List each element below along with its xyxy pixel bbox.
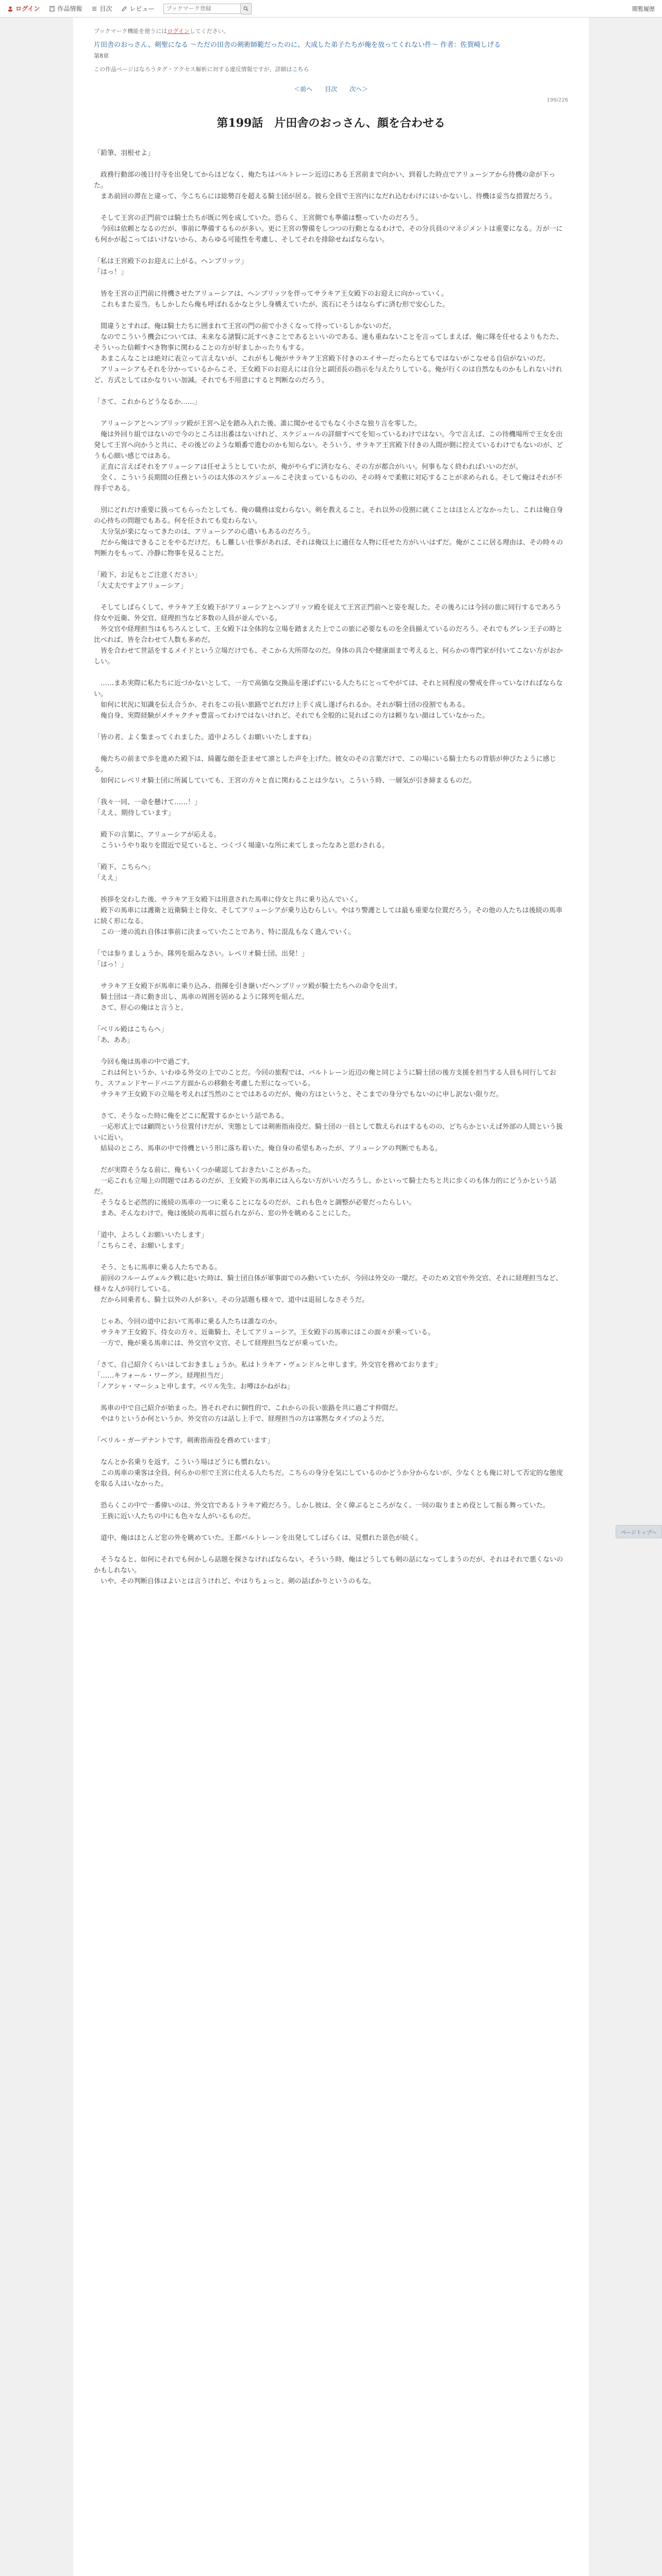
paragraph-gap	[94, 667, 568, 678]
notice-text: ブックマーク機能を使うには	[94, 28, 168, 35]
dialogue-line: 「鉛筆、羽根せよ」	[94, 149, 155, 157]
bookmark-notice	[94, 27, 568, 35]
paragraph: 皆を合わせて世話をするメイドという立場だけでも、そこから大所帯なのだ。身体の具合や健康面まで考えると、何らかの専門家が付いてこない方がおかしい。	[94, 647, 563, 666]
paragraph-gap	[94, 159, 568, 170]
toc-label: 目次	[100, 5, 112, 12]
paragraph-gap	[94, 721, 568, 732]
paragraph-gap	[94, 819, 568, 829]
paragraph: やはりというか何というか、外交官の方は話し上手で、経理担当の方は寡黙なタイプのようだ。	[101, 1415, 389, 1423]
dialogue-line: 「……キフォール・ワーグン。経理担当だ」	[94, 1371, 227, 1380]
dialogue-line: 「我々一同、一命を懸けて……！」	[94, 798, 202, 806]
bookmark-search-input[interactable]	[163, 4, 241, 14]
paragraph: 俺は外回り組ではないので今のところは出番はないけれど、スケジュールの詳細すべてを知っているわけではない。今で言えば、この待機場所で王女を出発して王宮へ向かうと共に、その後どのような順番で進むのかも知らない。そういう、サラキア王宮殿下付きの人間が側に控えているわけでもないのが、どうも心細い感じではある。	[94, 430, 564, 460]
paragraph: 外交官や経理担当はもちろんとして、王女殿下は全体的な立場を踏まえた上でこの旅に必要なものを全員揃えているのだろう。それでもグレン王子の時と比べれば、皆を合わせて人数も多めだ。	[94, 625, 563, 644]
paragraph: なのでこういう機会については、未来なる諸賢に託すべきことであるといいのである。速も重ねないことを言ってしまえば、俺に隊を任せるよりもたた、そういった信頼すべき物事に関わることの方が好ましかったりもする。	[94, 333, 563, 352]
review-label: レビュー	[129, 5, 155, 12]
paragraph-gap	[94, 278, 568, 289]
paragraph: アリューシアもそれを分かっているからこそ、王女殿下のお迎えには自分と副団長の指示を与えたりしている。俺が行くのは自然なものかもしれないけれど、方式としてはかなりいい加減。それでも不用意にすると判断なのだろう。	[94, 365, 562, 384]
paragraph-gap	[94, 1349, 568, 1360]
paragraph: あまこんなことは絶対に表立って言えないが、これがもし俺がサラキア王宮殿下付きのエイサーだったらとてもではないがこなせる自信がないのだ。	[101, 354, 550, 363]
dialogue-line: 「道中、よろしくお願いいたします」	[94, 1231, 208, 1239]
dialogue-line: 「大丈夫ですよアリューシア」	[94, 582, 187, 590]
paragraph: 結局のところ、馬車の中で待機という形に落ち着いた。俺自身の希望もあったが、アリューシアの判断でもある。	[101, 1144, 442, 1153]
paragraph: そしてしばらくして、サラキア王女殿下がアリューシアとヘンブリッツ殿を従えて王宮正門前へと姿を現した。その後ろには今回の旅に同行するであろう侍女や近衛、外交官、経理担当など多数の人員が並んでいる。	[94, 603, 562, 622]
top-navigation-bar	[0, 0, 662, 18]
paragraph: これは何というか、いわゆる外交の上でのことだ。今回の旅程では、バルトレーン近辺の俺と同じように騎士団の後方支援を担当する人員も同行しており、スフェンドヤードバニア方面からの移動を考慮した形になっている。	[94, 1069, 556, 1088]
paragraph-gap	[94, 938, 568, 948]
dialogue-line: 「はっ！」	[94, 960, 128, 969]
review-link[interactable]	[121, 4, 154, 13]
paragraph-gap	[94, 786, 568, 797]
paragraph-gap	[94, 1306, 568, 1316]
paragraph: だが実際そうなる前に、俺もいくつか確認しておきたいことがあった。	[101, 1166, 315, 1174]
paragraph: 如何にレベリオ騎士団に所属していても、王宮の方々と直に関わることは少ない。こういう時、一層気が引き締まるものだ。	[101, 776, 476, 785]
dialogue-line: 「ベリル・ガーデナントです。剣術指南役を務めています」	[94, 1436, 274, 1445]
page-top-label: ページトップへ	[621, 1530, 657, 1536]
paragraph: 王族に近い人たちの中にも色々な人がいるものだ。	[101, 1512, 255, 1520]
paragraph-gap	[94, 310, 568, 321]
paragraph: サラキア王女殿下の立場を考えれば当然のことではあるのだが、俺の方はというと、そこまでの身分でもないのに申し訳ない限りだ。	[101, 1090, 503, 1098]
paragraph-gap	[94, 559, 568, 570]
prev-link[interactable]: ＜前へ	[294, 85, 313, 93]
dialogue-line: 「こちらこそ、お願いします」	[94, 1242, 188, 1250]
description-text: この作品ページはなろうタグ・アクセス解析に対する違反情報ですが、詳細は	[94, 65, 292, 73]
paragraph-gap	[94, 386, 568, 397]
paragraph: 一応これも立場上の問題ではあるのだが、王女殿下の馬車には入らない方がいいだろうし、かといって騎士たちと共に歩くのも体力的にどうかという話だ。	[94, 1177, 557, 1196]
dialogue-line: 「ノアシャ・マーシュと申します。ベリル先生、お噂はかねがね」	[94, 1382, 294, 1391]
paragraph: この馬車の乗客は全員、何らかの形で王宮に仕える人たちだ。こちらの身分を気にしているのかどうか分からないが、少なくとも俺に対して否定的な態度を取る人はいなかった。	[94, 1469, 564, 1488]
paragraph: サラキア王女殿下、侍女の方々、近衛騎士、そしてアリューシア。王女殿下の馬車にはこの面々が乗っている。	[101, 1328, 435, 1336]
paragraph: 間違うとすれば、俺は騎士たちに囲まれて王宮の門の前で小さくなって待っているしかないのだ。	[101, 322, 396, 330]
paragraph: そうなると、如何にそれでも何かしら話題を探さなければならない。そういう時、俺はどうしても剣の話になってしまうのだが、それはそれで悪くないのかもしれない。	[94, 1555, 564, 1574]
paragraph: 挨拶を交わした後、サラキア王女殿下は用意された馬車に侍女と共に乗り込んでいく。	[101, 895, 362, 904]
dialogue-line: 「殿下、こちらへ」	[94, 863, 155, 871]
dialogue-line: 「皆の者、よく集まってくれました。道中よろしくお願いいたしますね」	[94, 733, 316, 741]
paragraph-gap	[94, 408, 568, 418]
chapter-navigation	[94, 84, 568, 93]
book-icon	[49, 6, 55, 12]
dialogue-line: 「さて、これからどうなるか……」	[94, 398, 201, 406]
paragraph: さて、肝心の俺はと言うと。	[101, 1004, 188, 1012]
description	[94, 65, 568, 73]
paragraph-gap	[94, 1392, 568, 1403]
paragraph-gap	[94, 494, 568, 505]
paragraph: だから俺はできることをやるだけだ。もし難しい仕事があれば、それは俺以上に適任な人物に任せた方がいいはずだ。俺がここに居る理由は、その時々の判断力をもって、冷静に物事を見ることだ。	[94, 538, 564, 557]
page-top-button[interactable]	[616, 1525, 662, 1538]
paragraph: 別にどれだけ重要に扱ってもらったとしても、俺の職務は変わらない。剣を教えること。それ以外の役割に就くことはほとんどなかったし、これは俺自身の心持ちの問題でもある。何を任されても変わらない。	[94, 506, 564, 525]
dialogue-line: 「では参りましょうか。隊列を組みなさい。レベリオ騎士団、出発！」	[94, 950, 308, 958]
chapter-title: 第199話 片田舎のおっさん、顔を合わせる	[217, 116, 445, 130]
paragraph-gap	[94, 245, 568, 256]
paragraph-gap	[94, 1154, 568, 1165]
search-button[interactable]	[241, 3, 252, 14]
paragraph: こういうやり取りを間近で見ていると、つくづく場違いな所に来てしまったなあと思わされる。	[101, 841, 389, 850]
paragraph: 皆を王宮の正門前に待機させたアリューシアは、ヘンブリッツを伴ってサラキア王女殿下のお迎えに向かっていく。	[101, 290, 448, 298]
paragraph-gap	[94, 1251, 568, 1262]
paragraph: サラキア王女殿下が馬車に乗り込み、指揮を引き継いだヘンブリッツ殿が騎士たちへの命令を出す。	[101, 982, 402, 990]
paragraph-gap	[94, 743, 568, 754]
paragraph: 全く、こういう長期間の任務というのは大体のスケジュールこそ決まっているものの、その時々で柔軟に対応することが求められる。そして俺はそれが不得手である。	[94, 473, 562, 493]
novel-page	[73, 18, 589, 2576]
paragraph: いや、その判断自体はよいとは言うけれど、やはりちょっと、剣の話ばかりというのもな。	[101, 1577, 375, 1585]
paragraph: 政務行動部の後日付寺を出発してからほどなく、俺たちはバルトレーン近辺にある王宮前まで向かい、到着した時点でアリューシアから待機の命が下った。	[94, 171, 556, 190]
paragraph: 道中、俺はほとんど窓の外を眺めていた。王都バルトレーンを出発してしばらくは、見慣れた景色が続く。	[101, 1534, 422, 1542]
paragraph-gap	[94, 1489, 568, 1500]
paragraph-gap	[94, 851, 568, 862]
paragraph: 殿下の馬車には護衛と近衛騎士と侍女、そしてアリューシアが乗り込むらしい。やはり警護としては最も重要な位置だろう。その他の人たちは後続の馬車に続く形になる。	[94, 906, 562, 925]
paragraph-gap	[94, 1100, 568, 1111]
dialogue-line: 「はっ！」	[94, 268, 128, 276]
login-icon	[7, 6, 13, 12]
pen-icon	[121, 6, 127, 12]
paragraph: この一連の流れ自体は事前に決まっていたことであり、特に混乱もなく進んでいく。	[101, 928, 355, 936]
paragraph: 一応形式上では顧問という位置付けだが、実態としては剣術指南役だ。騎士団の一員として数えられはするものの、どちらかといえば外部の人間という扱いに近い。	[94, 1123, 563, 1142]
paragraph: さて、そうなった時に俺をどこに配置するかという話である。	[101, 1112, 288, 1120]
paragraph: そして王宮の正門前では騎士たちが既に列を成していた。恐らく、王宮側でも準備は整っていたのだろう。	[101, 214, 422, 222]
notice-suffix: してください。	[189, 28, 229, 35]
paragraph-gap	[94, 1544, 568, 1554]
search-icon	[243, 6, 249, 11]
paragraph: 正直に言えばそれをアリューシアは任せようとしていたが、俺がやらずに済むなら、その方が都合がいい。何事もなく終わればいいのだが。	[101, 463, 522, 471]
paragraph-gap	[94, 1522, 568, 1533]
toc-link[interactable]	[91, 4, 112, 13]
chapter-body	[94, 148, 568, 1587]
paragraph: 一方で、俺が乗る馬車には、外交官や文官、そして経理担当などが乗っていた。	[101, 1339, 342, 1347]
paragraph-gap	[94, 202, 568, 213]
paragraph: 前回のフルームヴェルク戦に赴いた時は、騎士団自体が軍事面でのみ動いていたが、今回は外交の一環だ。そのため文官や外交官、それに経理担当など、様々な人が同行している。	[94, 1274, 562, 1293]
paragraph-gap	[94, 1013, 568, 1024]
dialogue-line: 「ええ」	[94, 874, 121, 882]
paragraph: じゃあ、今回の道中において馬車に乗る人たちは誰なのか。	[101, 1317, 282, 1326]
paragraph: ……まあ実際に私たちに近づかないとして、一方で高価な交換品を運ばずにいる人たちにとってやがては、それと同程度の警戒を伴っていなければならない。	[94, 679, 563, 698]
paragraph: 騎士団は一斉に動き出し、馬車の周囲を固めるように隊列を組んだ。	[101, 993, 309, 1001]
paragraph: これもまた妥当。もしかしたら俺も呼ばれるかなと少し身構えていたが、流石にそうはならずに済む形で安心した。	[101, 300, 450, 309]
login-label: ログイン	[15, 5, 40, 12]
paragraph: まあ前回の滞在と違って、今こちらには総勢百を超える騎士団が居る。彼ら全員で王宮内になだれ込むわけにはいかないし、待機は妥当な措置だろう。	[101, 192, 556, 200]
paragraph: アリューシアとヘンブリッツ殿が王宮へ足を踏み入れた後、誰に聞かせるでもなく小さな独り言を零した。	[101, 419, 421, 428]
works-info-link[interactable]	[49, 4, 82, 13]
paragraph-gap	[94, 1219, 568, 1230]
notice-login-link[interactable]: ログイン	[167, 28, 190, 35]
paragraph: 殿下の言葉に、アリューシアが応える。	[101, 831, 221, 839]
paragraph: 今回は依頼となるのだが、事前に準備するものが多い。更に王宮の警備をしつつの行動となるわけで、その分兵員のマネジメントは重要になる。万が一にも何かが起こってはいけないから、あらゆる可能性を考慮し、そしてそれを排除せねばならない。	[94, 225, 563, 244]
paragraph: そう、ともに馬車に乗る人たちである。	[101, 1263, 221, 1272]
paragraph: 如何に状況に知識を伝え合うか、それをこの長い旅路でどれだけ上手く成し遂げられるか。それが騎士団の役割でもある。	[101, 701, 470, 709]
paragraph: まあ、そんなわけで。俺は後続の馬車に揺られながら、窓の外を眺めることにした。	[101, 1209, 355, 1217]
paragraph: 今回も俺は馬車の中で過ごす。	[101, 1058, 194, 1066]
paragraph: 大分気が楽になってきたのは、アリューシアの心遣いもあるのだろう。	[101, 528, 315, 536]
paragraph: なんとか名乗りを返す。こういう場はどうにも慣れない。	[101, 1458, 274, 1466]
works-info-label: 作品情報	[57, 5, 82, 12]
paragraph: だから同乗者も、騎士以外の人が多い。その分話題も様々で、道中は退屈しなさそうだ。	[101, 1296, 369, 1304]
description-link[interactable]: こちら	[292, 65, 309, 73]
chapter-counter: 199/226	[547, 97, 568, 103]
dialogue-line: 「私は王宮殿下のお迎えに上がる。ヘンブリッツ」	[94, 257, 247, 265]
next-link[interactable]: 次へ＞	[349, 85, 368, 93]
series-title[interactable]: 片田舎のおっさん、剣聖になる ～ただの田舎の剣術師範だったのに、大成した弟子たちが俺を放ってくれない件～ 作者：佐賀崎しげる	[94, 41, 501, 49]
paragraph-gap	[94, 1046, 568, 1057]
dialogue-line: 「さて、自己紹介くらいはしておきましょうか。私はトラキア・ヴェンドルと申します。外交官を務めております」	[94, 1361, 442, 1369]
paragraph-gap	[94, 884, 568, 894]
list-icon	[91, 6, 97, 12]
chapter-label: 第8章	[94, 52, 109, 59]
toc-link-center[interactable]: 目次	[324, 85, 337, 93]
paragraph-gap	[94, 591, 568, 602]
paragraph-gap	[94, 970, 568, 981]
dialogue-line: 「ええ、期待しています」	[94, 809, 175, 817]
dialogue-line: 「殿下、お足もとご注意ください」	[94, 571, 202, 579]
dialogue-line: 「ベリル殿はこちらへ」	[94, 1025, 168, 1033]
paragraph-gap	[94, 1425, 568, 1435]
paragraph-gap	[94, 1446, 568, 1457]
paragraph: 恐らくこの中で一番偉いのは、外交官であるトラキア殿だろう。しかし彼は、全く偉ぶるところがなく、一同の取りまとめ役として振る舞っていた。	[101, 1501, 550, 1510]
paragraph: 馬車の中で自己紹介が始まった。皆それぞれに個性的で、これからの長い旅路を共に過ごす仲間だ。	[101, 1404, 402, 1412]
paragraph: 俺自身、実際経験がメチャクチャ豊富ってわけではないけれど、それでも全般的に見ればこの方は頼りない顔はしていなかった。	[101, 711, 489, 720]
dialogue-line: 「あ、ああ」	[94, 1036, 134, 1044]
paragraph: そうなると必然的に後続の馬車の一つに乗ることになるのだが、これも色々と調整が必要だったらしい。	[101, 1198, 416, 1207]
history-link[interactable]: 閲覧履歴	[632, 5, 655, 12]
paragraph: 俺たちの前まで歩を進めた殿下は、綺麗な顔を歪ませて凛とした声を上げた。彼女のその言葉だけで、この場にいる騎士たちの背筋が伸びたように感じる。	[94, 755, 556, 774]
login-link[interactable]	[7, 4, 40, 13]
